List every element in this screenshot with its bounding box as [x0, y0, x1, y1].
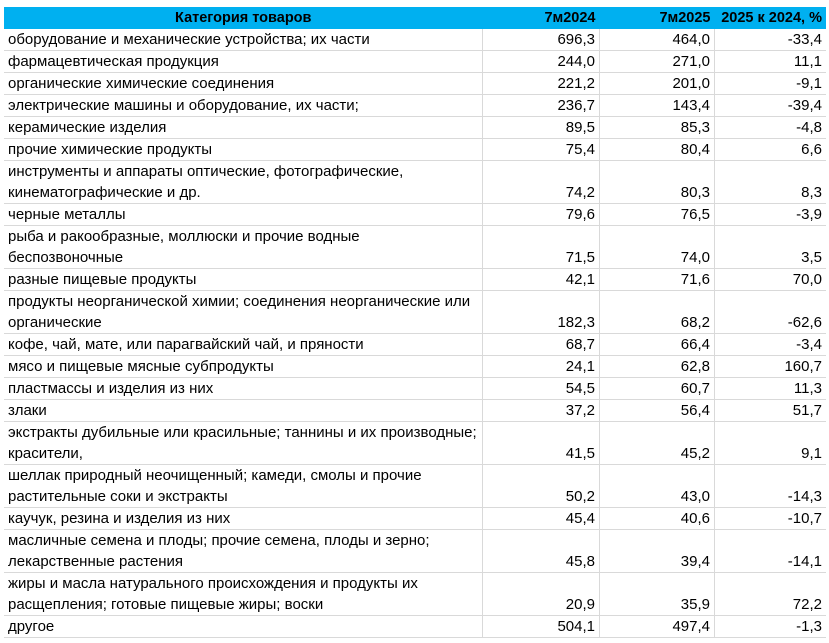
- table-row: [4, 378, 826, 400]
- table-row: [4, 95, 826, 117]
- table-row: [4, 204, 826, 226]
- value-7m2025-cell: 43,0: [600, 465, 715, 508]
- value-7m2024-cell: 504,1: [483, 616, 600, 638]
- value-7m2025-cell: 40,6: [600, 508, 715, 530]
- change-cell: 8,3: [715, 161, 827, 204]
- category-cell: продукты неорганической химии; соединения неорганические или органические: [4, 291, 483, 334]
- value-7m2025-cell: 62,8: [600, 356, 715, 378]
- header-category: Категория товаров: [4, 7, 483, 29]
- category-cell: черные металлы: [4, 204, 483, 226]
- category-cell: кофе, чай, мате, или парагвайский чай, и пряности: [4, 334, 483, 356]
- category-cell: органические химические соединения: [4, 73, 483, 95]
- change-cell: -9,1: [715, 73, 827, 95]
- value-7m2025-cell: 80,4: [600, 139, 715, 161]
- change-cell: 3,5: [715, 226, 827, 269]
- change-cell: 11,1: [715, 51, 827, 73]
- category-cell: керамические изделия: [4, 117, 483, 139]
- value-7m2024-cell: 54,5: [483, 378, 600, 400]
- header-7m2024: 7м2024: [483, 7, 600, 29]
- value-7m2024-cell: 74,2: [483, 161, 600, 204]
- value-7m2025-cell: 74,0: [600, 226, 715, 269]
- value-7m2025-cell: 68,2: [600, 291, 715, 334]
- table-row: [4, 139, 826, 161]
- value-7m2025-cell: 56,4: [600, 400, 715, 422]
- table-row: [4, 73, 826, 95]
- category-cell: рыба и ракообразные, моллюски и прочие водные беспозвоночные: [4, 226, 483, 269]
- category-cell: фармацевтическая продукция: [4, 51, 483, 73]
- value-7m2024-cell: 182,3: [483, 291, 600, 334]
- value-7m2024-cell: 50,2: [483, 465, 600, 508]
- value-7m2024-cell: 68,7: [483, 334, 600, 356]
- value-7m2025-cell: 271,0: [600, 51, 715, 73]
- value-7m2024-cell: 696,3: [483, 29, 600, 51]
- table-row: [4, 356, 826, 378]
- value-7m2025-cell: 35,9: [600, 573, 715, 616]
- value-7m2025-cell: 80,3: [600, 161, 715, 204]
- change-cell: 11,3: [715, 378, 827, 400]
- change-cell: -3,9: [715, 204, 827, 226]
- table-row: [4, 573, 826, 616]
- change-cell: 160,7: [715, 356, 827, 378]
- change-cell: -39,4: [715, 95, 827, 117]
- value-7m2025-cell: 60,7: [600, 378, 715, 400]
- value-7m2024-cell: 71,5: [483, 226, 600, 269]
- change-cell: -33,4: [715, 29, 827, 51]
- value-7m2024-cell: 45,8: [483, 530, 600, 573]
- value-7m2025-cell: 39,4: [600, 530, 715, 573]
- value-7m2024-cell: 41,5: [483, 422, 600, 465]
- category-cell: жиры и масла натурального происхождения и продукты их расщепления; готовые пищевые жиры; воски: [4, 573, 483, 616]
- header-row: [4, 7, 826, 29]
- value-7m2024-cell: 221,2: [483, 73, 600, 95]
- value-7m2025-cell: 143,4: [600, 95, 715, 117]
- value-7m2024-cell: 37,2: [483, 400, 600, 422]
- value-7m2025-cell: 201,0: [600, 73, 715, 95]
- table-row: [4, 161, 826, 204]
- change-cell: 72,2: [715, 573, 827, 616]
- category-cell: инструменты и аппараты оптические, фотографические, кинематографические и др.: [4, 161, 483, 204]
- category-cell: экстракты дубильные или красильные; таннины и их производные; красители,: [4, 422, 483, 465]
- value-7m2024-cell: 89,5: [483, 117, 600, 139]
- table-row: [4, 51, 826, 73]
- table-row: [4, 291, 826, 334]
- value-7m2025-cell: 464,0: [600, 29, 715, 51]
- category-cell: пластмассы и изделия из них: [4, 378, 483, 400]
- table-row: [4, 400, 826, 422]
- value-7m2024-cell: 244,0: [483, 51, 600, 73]
- change-cell: -62,6: [715, 291, 827, 334]
- table-row: [4, 530, 826, 573]
- category-cell: электрические машины и оборудование, их части;: [4, 95, 483, 117]
- value-7m2024-cell: 42,1: [483, 269, 600, 291]
- table-row: [4, 465, 826, 508]
- imports-table: [4, 7, 826, 638]
- category-cell: прочие химические продукты: [4, 139, 483, 161]
- category-cell: злаки: [4, 400, 483, 422]
- table-row: [4, 269, 826, 291]
- table-row: [4, 117, 826, 139]
- change-cell: -3,4: [715, 334, 827, 356]
- category-cell: другое: [4, 616, 483, 638]
- table-row: [4, 29, 826, 51]
- change-cell: 9,1: [715, 422, 827, 465]
- category-cell: шеллак природный неочищенный; камеди, смолы и прочие растительные соки и экстракты: [4, 465, 483, 508]
- value-7m2024-cell: 45,4: [483, 508, 600, 530]
- value-7m2025-cell: 71,6: [600, 269, 715, 291]
- table-row: [4, 226, 826, 269]
- table-row: [4, 422, 826, 465]
- change-cell: 51,7: [715, 400, 827, 422]
- category-cell: оборудование и механические устройства; их части: [4, 29, 483, 51]
- change-cell: -4,8: [715, 117, 827, 139]
- value-7m2024-cell: 236,7: [483, 95, 600, 117]
- category-cell: каучук, резина и изделия из них: [4, 508, 483, 530]
- change-cell: 6,6: [715, 139, 827, 161]
- change-cell: -1,3: [715, 616, 827, 638]
- category-cell: разные пищевые продукты: [4, 269, 483, 291]
- category-cell: масличные семена и плоды; прочие семена, плоды и зерно; лекарственные растения: [4, 530, 483, 573]
- value-7m2025-cell: 66,4: [600, 334, 715, 356]
- change-cell: -10,7: [715, 508, 827, 530]
- value-7m2025-cell: 85,3: [600, 117, 715, 139]
- change-cell: 70,0: [715, 269, 827, 291]
- value-7m2024-cell: 20,9: [483, 573, 600, 616]
- header-change: 2025 к 2024, %: [715, 7, 827, 29]
- change-cell: -14,1: [715, 530, 827, 573]
- value-7m2025-cell: 45,2: [600, 422, 715, 465]
- change-cell: -14,3: [715, 465, 827, 508]
- table-row: [4, 508, 826, 530]
- value-7m2025-cell: 497,4: [600, 616, 715, 638]
- value-7m2025-cell: 76,5: [600, 204, 715, 226]
- table-row: [4, 334, 826, 356]
- category-cell: мясо и пищевые мясные субпродукты: [4, 356, 483, 378]
- table-row: [4, 616, 826, 638]
- value-7m2024-cell: 24,1: [483, 356, 600, 378]
- value-7m2024-cell: 75,4: [483, 139, 600, 161]
- value-7m2024-cell: 79,6: [483, 204, 600, 226]
- header-7m2025: 7м2025: [600, 7, 715, 29]
